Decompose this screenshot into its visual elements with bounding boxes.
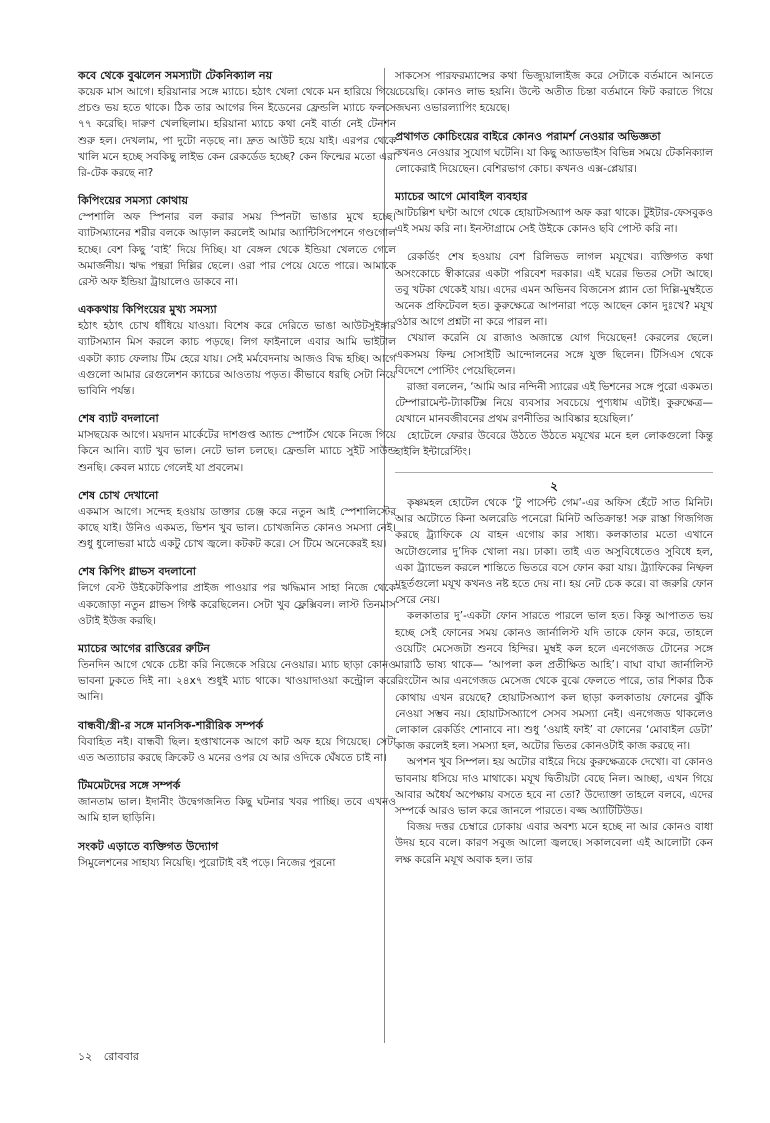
qa-section bbox=[78, 564, 396, 629]
qa-section bbox=[395, 129, 713, 177]
paragraph: কৃষ্ণমহল হোটেল থেকে ‘টু পার্সেন্ট গেম’-এর অফিস হেঁটে সাত মিনিট। আর অটোতে কিনা অলরেডি পনেরো মিনিট অতিক্রান্ত! সরু রাস্তা গিজগিজ করছে ট্র্যাফিকে যে বাহন এগোয় কার সাধ্য। কলকাতার মতো এখানে অটোগুলোর দু’দিক খোলা নয়। ঢাকা। তাই এত অসুবিধেতেও সুবিধে হল, একা ট্র্যাভেল করলে শান্তিতে ভিতরে বসে ফোন করা যায়। ট্র্যাফিকের নিষ্ফল মুহূর্তগুলো মযূখ কখনও নষ্ট হতে দেয় না। হয় নেট চেক করে। বা জরুরি ফোন সেরে নেয়। bbox=[395, 497, 713, 607]
section-heading: কিপিংয়ের সমস্যা কোথায় bbox=[78, 194, 188, 208]
qa-section bbox=[78, 68, 396, 181]
paragraph: রেকর্ডিং শেষ হওয়ায় বেশ রিলিভড লাগল মযূখের। ব্যক্তিগত কথা অসংকোচে স্বীকারের একটা পরিবেশ দরকার। এই ঘরের ভিতর সেটা আছে। তবু খটকা থেকেই যায়। এদের এমন অভিনব বিজনেস প্ল্যান তো দিল্লি-মুম্বইতে অনেক প্রফিটেবল হত। কুরুক্ষেত্রে আপনারা পড়ে আছেন কোন দুঃখে? মযূখ ওঠার আগে প্রশ্নটা না করে পারল না। bbox=[395, 251, 713, 329]
qa-section bbox=[78, 778, 396, 826]
qa-section bbox=[78, 718, 396, 766]
section-text: সাকসেস পারফরম্যান্সের কথা ভিজ্যুয়ালাইজ করে সেটাকে বর্তমানে আনতে চেয়েছি। কোনও লাভ হয়নি। উল্টে অতীত চিন্তা বর্তমানে ফিট করাতে গিয়ে জঘন্য ওভারল্যাপিং হয়েছে। bbox=[395, 70, 713, 115]
section-text: সিমুলেশনের সাহায্য নিয়েছি। পুরোটাই বই পড়ে। নিজের পুরনো bbox=[78, 856, 336, 869]
qa-section bbox=[78, 411, 396, 476]
section-text: কখনও নেওয়ার সুযোগ ঘটেনি। যা কিছু অ্যাডভাইস বিভিন্ন সময়ে টেকনিক্যাল লোকেরাই দিয়েছেন। বেশিরভাগ কোচ। কখনও এক্স-প্লেয়ার। bbox=[395, 146, 713, 175]
paragraph: রাজা বললেন, ‘আমি আর নন্দিনী স্যারের এই ভিশনের সঙ্গে পুরো একমত। টেম্পারামেন্ট-ট্যাকটিক্স নিয়ে ব্যবসার সবচেয়ে পুণ্যধাম এটাই। কুরুক্ষেত্র— যেখানে মানবজীবনের প্রথম রণনীতির আবিষ্কার হয়েছিল।’ bbox=[395, 381, 713, 426]
section-heading: প্রথাগত কোচিংয়ের বাইরে কোনও পরামর্শ নেওয়ার অভিজ্ঞতা bbox=[395, 129, 661, 143]
paragraph: অপশন খুব সিম্পল। হয় অটোর বাইরে দিয়ে কুরুক্ষেত্রকে দেখো। বা কোনও ভাবনায় ধসিয়ে দাও মাথাকে। মযূখ দ্বিতীয়টা বেছে নিল। আচ্ছা, এখন গিয়ে আবার অধৈর্য অপেক্ষায় বসতে হবে না তো? উদ্যোক্তা তাহলে বলবে, এদের সম্পর্কে আরও ভাল করে জানলে পারতে। বজ্জ অ্যাটিটিউড। bbox=[395, 756, 713, 817]
section-heading: ম্যাচের আগের রাত্তিরের রুটিন bbox=[78, 642, 210, 656]
section-rule bbox=[395, 472, 713, 473]
section-text: জানতাম ভাল। ইদানীং উদ্বেগজনিত কিছু ঘটনার খবর পাচ্ছি। তবে এখনও আমি হাল ছাড়িনি। bbox=[78, 796, 396, 825]
section-heading: শেষ কিপিং গ্লাভস বদলানো bbox=[78, 565, 196, 579]
section-text: কয়েক মাস আগে। হরিয়ানার সঙ্গে ম্যাচে। হঠাৎ খেলা থেকে মন হারিয়ে গিয়ে প্রচণ্ড ভয় হতে থাকে। ঠিক তার আগের দিন ইডেনের ফ্রেন্ডলি ম্যাচে ফলসে ৭৭ করেছি। দারুণ খেলছিলাম। হরিয়ানা ম্যাচে কথা নেই বার্তা নেই টেনশন শুরু হল। দেখলাম, পা দুটো নড়ছে না। দ্রুত আউট হয়ে যাই। এরপর থেকে খালি মনে হচ্ছে সবকিছু লাইভ কেন রেকর্ডেড হচ্ছে? কেন ফিল্মের মতো এরা রি-টেক করছে না? bbox=[78, 86, 396, 180]
section-number: ২ bbox=[550, 479, 558, 494]
paragraph: কলকাতার দু’-একটা ফোন সারতে পারলে ভাল হত। কিন্তু আপাতত ভয় হচ্ছে সেই ফোনের সময় কোনও জার্নালিস্ট যদি তাকে ফোন করে, তাহলে ওয়েটিং মেসেজটা শুনবে হিন্দির। মুম্বই কল হলে এনগেজড টোনের সঙ্গে মারাঠি ভাষ্য থাকে— ‘আপলা কল প্রতীক্ষিত আহি’। বাঘা বাঘা জার্নালিস্ট রিংটোন আর এনগেজড মেসেজ থেকে বুঝে ফেলতে পারে, তার শিকার ঠিক কোথায় এখন রয়েছে? হোয়াটসঅ্যাপ কল ছাড়া কলকাতায় ফোনের ঝুঁকি নেওয়া সম্ভব নয়। হোয়াটসঅ্যাপে সেসব সমস্যা নেই। এনগেজড থাকলেও লোকাল রেকর্ডিং শোনাবে না। শুধু ‘ওয়াই ফাই’ বা ফোনের ‘মোবাইল ডেটা’ কাজ করলেই হল। সমস্যা হল, অটোর ভিতর কোনওটাই কাজ করছে না। bbox=[395, 610, 713, 753]
left-column bbox=[78, 68, 396, 883]
section-text: একমাস আগে। সন্দেহ হওয়ায় ডাক্তার চেঞ্জ করে নতুন আই স্পেশালিস্টের কাছে যাই। উনিও একমত, ভিশন খুব ভাল। চোখজনিত কোনও সমস্যা নেই। শুধু ধুলোভরা মাঠে একটু চোখ জ্বলে। কটকট করে। সে টিমে অনেকেরই হয়। bbox=[78, 505, 396, 551]
paragraph: বিজয় দত্তর চেম্বারে ঢোকায় এবার অবশ্য মনে হচ্ছে না আর কোনও বাধা উদয় হবে বলে। কারণ সবুজ আলো জ্বলছে। সকালবেলা এই আলোটা কেন লক্ষ করেনি মযূখ অবাক হল। তার bbox=[395, 821, 713, 866]
section-heading: বান্ধবী/স্ত্রী-র সঙ্গে মানসিক-শারীরিক সম্পর্ক bbox=[78, 718, 264, 732]
qa-section bbox=[78, 839, 396, 871]
section-text: বিবাহিত নই। বান্ধবী ছিল। হপ্তাখানেক আগে কাট অফ হয়ে গিয়েছে। সেটা এত অত্যাচার করছে ক্রিকেট ও মনের ওপর যে আর ওদিকে ঘেঁষতে চাই না। bbox=[78, 735, 396, 764]
section-text: মাসছয়েক আগে। ময়দান মার্কেটের দাশগুপ্ত অ্যান্ড স্পোর্টস থেকে নিজে গিয়ে কিনে আনি। ব্যাট খুব ভাল। নেটে ভাল চলছে। ফ্রেন্ডলি ম্যাচে সুইট সাউন্ড শুনছি। কেবল ম্যাচে গেলেই যা প্রবলেম। bbox=[78, 429, 396, 474]
section-heading: সংকট এড়াতে ব্যক্তিগত উদ্যোগ bbox=[78, 839, 219, 853]
page-number: ১২ bbox=[78, 1050, 93, 1063]
section-heading: ম্যাচের আগে মোবাইল ব্যবহার bbox=[395, 190, 528, 204]
section-heading: শেষ চোখ দেখানো bbox=[78, 488, 159, 502]
qa-section bbox=[395, 68, 713, 117]
qa-section bbox=[395, 189, 713, 237]
qa-section bbox=[78, 302, 396, 399]
section-text: লিগে বেস্ট উইকেটকিপার প্রাইজ পাওয়ার পর ঋদ্ধিমান সাহা নিজে থেকে একজোড়া নতুন গ্লাভস গিফ্ট করেছিলেন। সেটা খুব ফ্লেক্সিবল। লাস্ট তিনমাস ওটাই ইউজ করছি। bbox=[78, 582, 396, 627]
section-text: তিনদিন আগে থেকে চেষ্টা করি নিজেকে সরিয়ে নেওয়ার। ম্যাচ ছাড়া কোনও ভাবনা ঢুকতে দিই না। ২৪x৭ শুধুই ম্যাচ থাকে। খাওয়াদাওয়া কন্ট্রোল করে আনি। bbox=[78, 659, 396, 704]
qa-section bbox=[78, 641, 396, 706]
qa-section bbox=[78, 488, 396, 553]
section-heading: এককথায় কিপিংয়ের মুখ্য সমস্যা bbox=[78, 303, 217, 317]
section-heading: শেষ ব্যাট বদলানো bbox=[78, 412, 159, 426]
page-footer bbox=[78, 1048, 147, 1067]
section-text: স্পেশালি অফ স্পিনার বল করার সময় স্পিনটা ভাঙার মুখে হচ্ছে। ব্যাটসম্যানের শরীর বলকে আড়াল করলেই আমার অ্যান্টিসিপেশনে গণ্ডগোল হচ্ছে। বেশ কিছু ‘বাই’ দিয়ে দিচ্ছি। যা বেঙ্গল থেকে ইন্ডিয়া খেলতে গেলে অমার্জনীয়। ঋদ্ধ পন্থরা দিল্লির ছেলে। ওরা পার পেয়ে যেতে পারে। আমাকে রেস্ট অফ ইন্ডিয়া ট্রায়ালেও ডাকবে না। bbox=[78, 211, 396, 289]
section-text: হঠাৎ হঠাৎ চোখ ধাঁধিয়ে যাওয়া। বিশেষ করে দেরিতে ভাঙা আউটসুইঙ্গার ব্যাটসম্যান মিস করলে ক্যাচ পড়ছে। লিগ ফাইনালে এবার আমি ভাইটাল একটা ক্যাচ ফেলায় টিম হেরে যায়। সেই মর্মবেদনায় আজও বিদ্ধ হচ্ছি। আগে এগুলো আমার রেগুলেশন ক্যাচের আওতায় পড়ত। কীভাবে ধরছি সেটা নিয়ে ভাবিনি পর্যন্ত। bbox=[78, 320, 396, 398]
paragraph: খেয়াল করেনি যে রাজাও অজান্তে যোগ দিয়েছেন! কেরলের ছেলে। একসময় ফিল্ম সোসাইটি আন্দোলনের সঙ্গে যুক্ত ছিলেন। টিসিএস থেকে বিদেশে পোস্টিং পেয়েছিলেন। bbox=[395, 332, 713, 377]
qa-section bbox=[78, 193, 396, 290]
section-heading: টিমমেটদের সঙ্গে সম্পর্ক bbox=[78, 779, 181, 793]
section-heading: কবে থেকে বুঝলেন সমস্যাটা টেকনিক্যাল নয় bbox=[78, 69, 273, 82]
paragraph: হোটেলে ফেরার উবেরে উঠতে উঠতে মযূখের মনে হল লোকগুলো কিন্তু হাইলি ইন্টারেস্টিং। bbox=[395, 429, 713, 458]
right-column bbox=[395, 68, 713, 880]
story-paragraphs-2 bbox=[395, 495, 713, 868]
story-paragraphs-1 bbox=[395, 249, 713, 460]
magazine-name: রোববার bbox=[103, 1050, 139, 1063]
section-text: আটচল্লিশ ঘণ্টা আগে থেকে হোয়াটসঅ্যাপ অফ করা থাকে। টুইটার-ফেসবুকও এই সময় করি না। ইনস্টাগ্রামে সেই উইকে কোনও ছবি পোস্ট করি না। bbox=[395, 207, 713, 236]
